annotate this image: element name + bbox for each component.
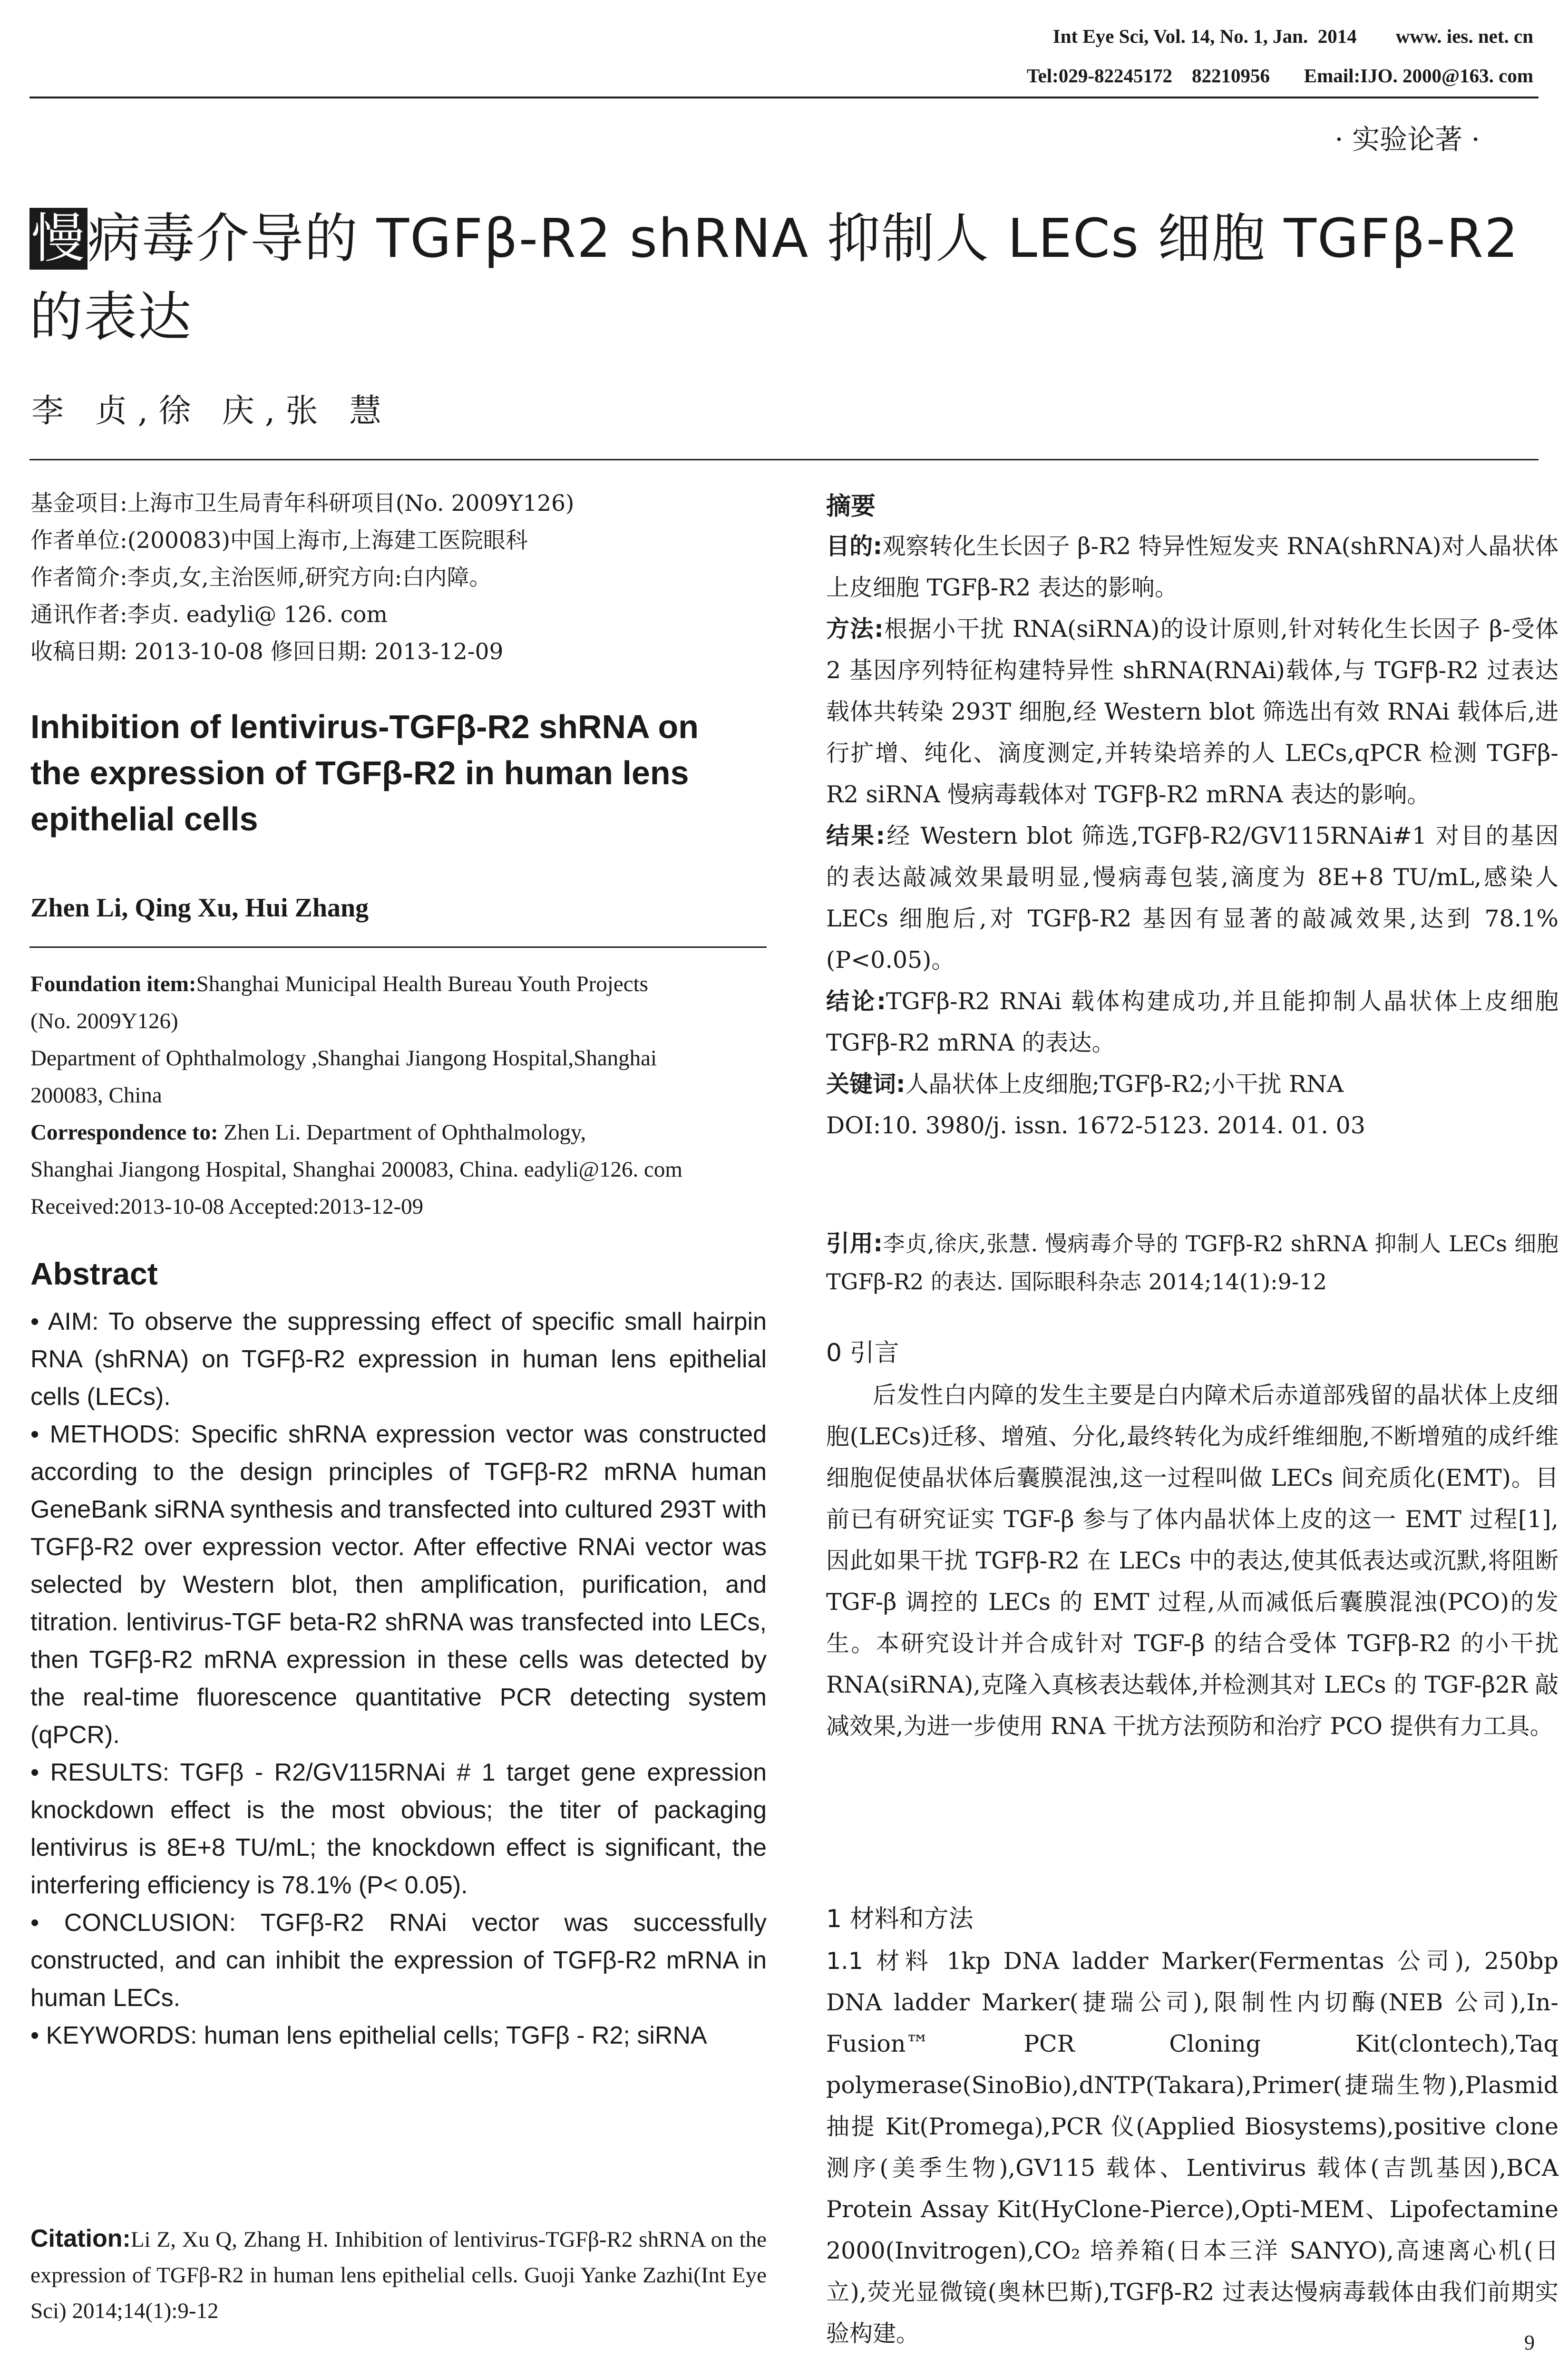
title-line1: 病毒介导的 TGFβ-R2 shRNA 抑制人 LECs 细胞 TGFβ-R2 (88, 208, 1519, 270)
methods-section (826, 1898, 1558, 2354)
intro-body: 后发性白内障的发生主要是白内障术后赤道部残留的晶状体上皮细胞(LECs)迁移、增殖、分化,最终转化为成纤维细胞,不断增殖的成纤维细胞促使晶状体后囊膜混浊,这一过程叫做 LECs 间充质化(EMT)。目前已有研究证实 TGF-β 参与了体内晶状体上皮的这一 EMT 过程[1],因此如果干扰 TGFβ-R2 在 LECs 中的表达,使其低表达或沉默,将阻断 TGF-β 调控的 LECs 的 EMT 过程,从而减低后囊膜混浊(PCO)的发生。本研究设计并合成针对 TGF-β 的结合受体 TGFβ-R2 的小干扰 RNA(siRNA),克隆入真核表达载体,并检测其对 LECs 的 TGF-β2R 敲减效果,为进一步使用 RNA 干扰方法预防和治疗 PCO 提供有力工具。 (826, 1382, 1558, 1740)
cn-meta-line: 作者简介:李贞,女,主治医师,研究方向:白内障。 (30, 565, 492, 591)
english-title-line: Inhibition of lentivirus-TGFβ-R2 shRNA on (30, 708, 699, 745)
cn-results-label: 结果: (826, 822, 886, 849)
abstract-methods: • METHODS: Specific shRNA expression vector was constructed according to the design principles of TGFβ-R2 mRNA human GeneBank siRNA synthesis and transfected into cultured 293T with TGFβ-R2 over expression vector. After effective RNAi vector was selected by Western blot, then amplification, purification, and titration. lentivirus-TGF beta-R2 shRNA was transfected into LECs, then TGFβ-R2 mRNA expression in these cells was detected by the real-time fluorescence quantitative PCR detecting system (qPCR). (30, 1421, 767, 1749)
english-title-line: the expression of TGFβ-R2 in human lens (30, 754, 689, 791)
foundation-text2: (No. 2009Y126) (30, 1009, 178, 1033)
intro-section (826, 1332, 1558, 1747)
abstract-body (30, 1303, 767, 2055)
cn-keywords-text: 人晶状体上皮细胞;TGFβ-R2;小干扰 RNA (905, 1071, 1344, 1098)
cn-aim-text: 观察转化生长因子 β-R2 特异性短发夹 RNA(shRNA)对人晶状体上皮细胞 TGFβ-R2 表达的影响。 (826, 533, 1558, 601)
cn-conclusion-label: 结论: (826, 988, 886, 1015)
intro-heading: 0 引言 (826, 1339, 899, 1367)
header-rule (29, 97, 1539, 98)
cn-meta-line: 基金项目:上海市卫生局青年科研项目(No. 2009Y126) (30, 490, 575, 516)
cn-citation-text: 李贞,徐庆,张慧. 慢病毒介导的 TGFβ-R2 shRNA 抑制人 LECs 细胞 TGFβ-R2 的表达. 国际眼科杂志 2014;14(1):9-12 (826, 1231, 1558, 1295)
cn-citation-label: 引用: (826, 1230, 883, 1257)
abstract-conclusion: • CONCLUSION: TGFβ-R2 RNAi vector was successfully constructed, and can inhibit the expression of TGFβ-R2 mRNA in human LECs. (30, 1909, 767, 2012)
cn-abstract-heading: 摘要 (826, 492, 876, 521)
cn-abstract (826, 487, 1558, 1146)
english-title (30, 704, 767, 842)
abstract-results: • RESULTS: TGFβ - R2/GV115RNAi # 1 target gene expression knockdown effect is the most obvious; the titer of packaging lentivirus is 8E+8 TU/mL; the knockdown effect is significant, the interfering efficiency is 78.1% (P< 0.05). (30, 1759, 767, 1899)
section-tag: · 实验论著 · (1334, 123, 1480, 156)
cn-citation (826, 1225, 1558, 1301)
english-authors: Zhen Li, Qing Xu, Hui Zhang (30, 893, 369, 923)
doi-line: DOI:10. 3980/j. issn. 1672-5123. 2014. 01. 03 (826, 1112, 1365, 1139)
correspondence-label: Correspondence to: (30, 1120, 218, 1145)
cn-conclusion-text: TGFβ-R2 RNAi 载体构建成功,并且能抑制人晶状体上皮细胞 TGFβ-R2 mRNA 的表达。 (826, 988, 1558, 1056)
journal-header-line1: Int Eye Sci, Vol. 14, No. 1, Jan. 2014 www. ies. net. cn (1052, 25, 1533, 47)
cn-results-text: 经 Western blot 筛选,TGFβ-R2/GV115RNAi#1 对目的基因的表达敲减效果最明显,慢病毒包装,滴度为 8E+8 TU/mL,感染人 LECs 细胞后,对 TGFβ-R2 基因有显著的敲减效果,达到 78.1%(P<0.05)。 (826, 822, 1558, 974)
cn-meta-line: 作者单位:(200083)中国上海市,上海建工医院眼科 (30, 527, 528, 554)
abstract-aim: • AIM: To observe the suppressing effect of specific small hairpin RNA (shRNA) on TGFβ-R2 expression in human lens epithelial cells (LECs). (30, 1308, 767, 1411)
citation-label: Citation: (30, 2225, 131, 2252)
methods-body: 1kp DNA ladder Marker(Fermentas 公司), 250bp DNA ladder Marker(捷瑞公司),限制性内切酶(NEB 公司),In-Fusion™ PCR Cloning Kit(clontech),Taq polymerase(SinoBio),dNTP(Takara),Primer(捷瑞生物),Plasmid 抽提 Kit(Promega),PCR 仪(Applied Biosystems),positive clone 测序(美季生物),GV115 载体、Lentivirus 载体(吉凯基因),BCA Protein Assay Kit(HyClone-Pierce),Opti-MEM、Lipofectamine 2000(Invitrogen),CO₂ 培养箱(日本三洋 SANYO),高速离心机(日立),荧光显微镜(奥林巴斯),TGFβ-R2 过表达慢病毒载体由我们前期实验构建。 (826, 1948, 1558, 2347)
correspondence-text2: Shanghai Jiangong Hospital, Shanghai 200083, China. eadyli@126. com (30, 1157, 682, 1182)
department-line: 200083, China (30, 1083, 162, 1108)
title-rule (29, 459, 1539, 460)
journal-header-line2: Tel:029-82245172 82210956 Email:IJO. 2000@163. com (1027, 65, 1533, 87)
abstract-keywords: • KEYWORDS: human lens epithelial cells; TGFβ - R2; siRNA (30, 2022, 707, 2049)
cn-aim-label: 目的: (826, 533, 883, 560)
received-line: Received:2013-10-08 Accepted:2013-12-09 (30, 1194, 424, 1219)
cn-meta-block (30, 485, 767, 671)
cn-meta-line: 收稿日期: 2013-10-08 修回日期: 2013-12-09 (30, 639, 504, 665)
foundation-label: Foundation item: (30, 972, 196, 996)
methods-sub-label: 1.1 材料 (826, 1948, 934, 1975)
foundation-text: Shanghai Municipal Health Bureau Youth Projects (196, 972, 648, 996)
correspondence-text: Zhen Li. Department of Ophthalmology, (224, 1120, 586, 1145)
article-title (29, 200, 1551, 357)
en-authors-rule (29, 946, 767, 948)
citation-text: Li Z, Xu Q, Zhang H. Inhibition of lentivirus-TGFβ-R2 shRNA on the expression of TGFβ-R2 in human lens epithelial cells. Guoji Yanke Zazhi(Int Eye Sci) 2014;14(1):9-12 (30, 2227, 767, 2323)
cn-meta-line: 通讯作者:李贞. eadyli@ 126. com (30, 602, 388, 628)
english-title-line: epithelial cells (30, 800, 258, 838)
cn-keywords-label: 关键词: (826, 1071, 906, 1098)
cn-methods-label: 方法: (826, 615, 884, 643)
title-first-char: 慢 (29, 208, 88, 270)
title-line2: 的表达 (29, 286, 192, 348)
cn-methods-text: 根据小干扰 RNA(siRNA)的设计原则,针对转化生长因子 β-受体 2 基因序列特征构建特异性 shRNA(RNAi)载体,与 TGFβ-R2 过表达载体共转染 293T 细胞,经 Western blot 筛选出有效 RNAi 载体后,进行扩增、纯化、滴度测定,并转染培养的人 LECs,qPCR 检测 TGFβ-R2 siRNA 慢病毒载体对 TGFβ-R2 mRNA 表达的影响。 (826, 615, 1558, 808)
authors-cn: 李 贞,徐 庆,张 慧 (31, 392, 392, 430)
methods-heading: 1 材料和方法 (826, 1905, 974, 1933)
page-number: 9 (1524, 2331, 1535, 2354)
citation-block (30, 2221, 767, 2329)
abstract-heading: Abstract (30, 1256, 158, 1291)
department-line: Department of Ophthalmology ,Shanghai Jiangong Hospital,Shanghai (30, 1046, 657, 1071)
en-meta-block (30, 965, 767, 1225)
